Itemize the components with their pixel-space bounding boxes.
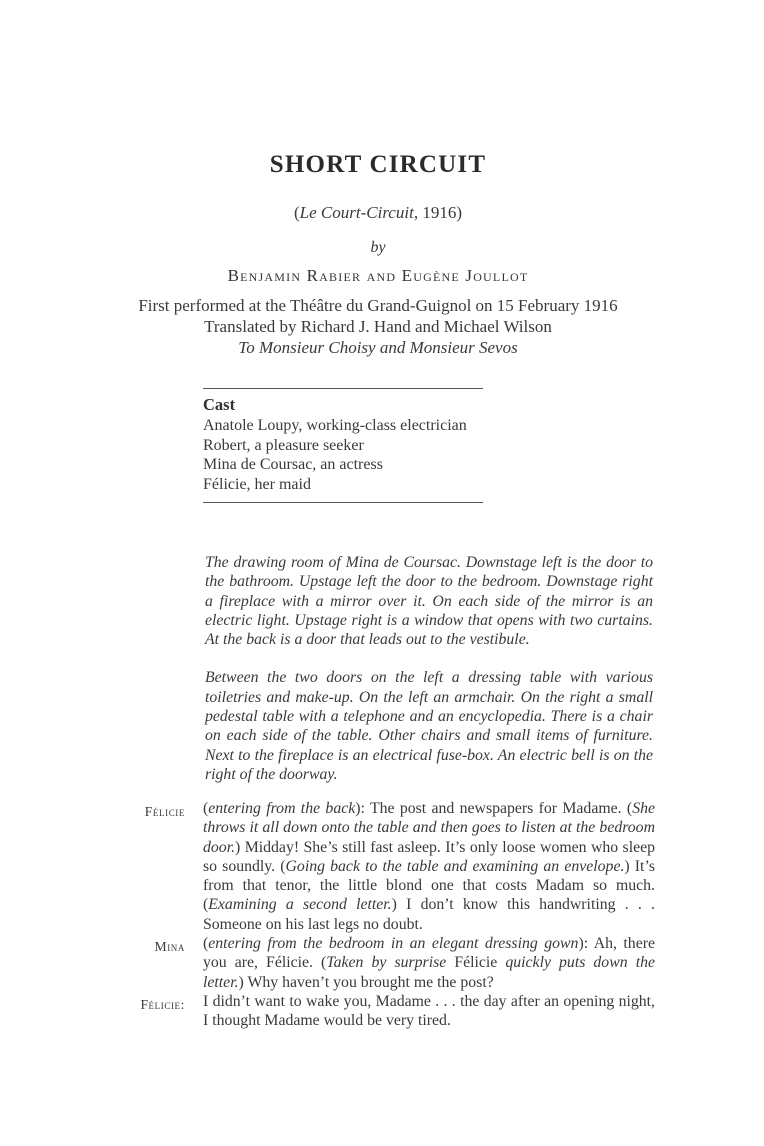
speech-text: (entering from the bedroom in an elegant dressing gown): Ah, there you are, Félicie. (Taken by surprise Félicie quickly puts down the letter.) Why haven’t you brought me the post? [203, 935, 655, 991]
speech-text: I didn’t want to wake you, Madame . . . the day after an opening night, I thought Madame would be very tired. [203, 992, 655, 1030]
stage-direction-paragraph: Between the two doors on the left a dressing table with various toiletries and make-up. On the left an armchair. On the right a small pedestal table with a telephone and an encyclopedia. There is a chair on each side of the table. Other chairs and small items of furniture. Next to the fireplace is an electrical fuse-box. An electric bell is on the right of the doorway. [205, 669, 653, 783]
speaker-label: Félicie [144, 804, 185, 819]
cast-member: Anatole Loupy, working-class electrician [203, 417, 467, 434]
byline: by [370, 239, 386, 256]
speech-text: (entering from the back): The post and newspapers for Madame. (She throws it all down onto the table and then goes to listen at the bedroom door.) Midday! She’s still fast asleep. It’s only loose women who sleep so soundly. (Going back to the table and examining an envelope.) It’s from that tenor, the little blond one that costs Madam so much. (Examining a second letter.) I don’t know this handwriting . . . Someone on his last legs no doubt. [203, 800, 655, 933]
authors-line: Benjamin Rabier and Eugène Joullot [227, 266, 529, 285]
performance-note: First performed at the Théâtre du Grand-Guignol on 15 February 1916 [138, 296, 618, 315]
speaker-label: Mina [154, 939, 185, 955]
cast-member: Robert, a pleasure seeker [203, 436, 364, 454]
dialogue-speech [105, 799, 655, 934]
original-title: (Le Court-Circuit, 1916) [294, 203, 462, 222]
dialogue-speech [105, 992, 655, 1031]
stage-directions [205, 553, 653, 803]
cast-member: Mina de Coursac, an actress [203, 456, 383, 473]
speaker-label: Félicie: [140, 996, 185, 1012]
cast-heading: Cast [203, 395, 236, 414]
cast-divider-bottom [203, 502, 483, 503]
dialogue-speech [105, 934, 655, 992]
play-title: SHORT CIRCUIT [269, 151, 487, 178]
dialogue-block [105, 799, 655, 1031]
cast-divider-top [203, 388, 483, 389]
stage-direction-paragraph: The drawing room of Mina de Coursac. Downstage left is the door to the bathroom. Upstage left the door to the bedroom. Downstage right a fireplace with a mirror over it. On each side of the mirror is an electric light. Upstage right is a window that opens with two curtains. At the back is a door that leads out to the vestibule. [205, 554, 653, 649]
cast-list [203, 416, 543, 494]
dedication-line: To Monsieur Choisy and Monsieur Sevos [238, 338, 518, 357]
translation-note: Translated by Richard J. Hand and Michael Wilson [204, 317, 552, 336]
cast-member: Félicie, her maid [203, 475, 311, 493]
